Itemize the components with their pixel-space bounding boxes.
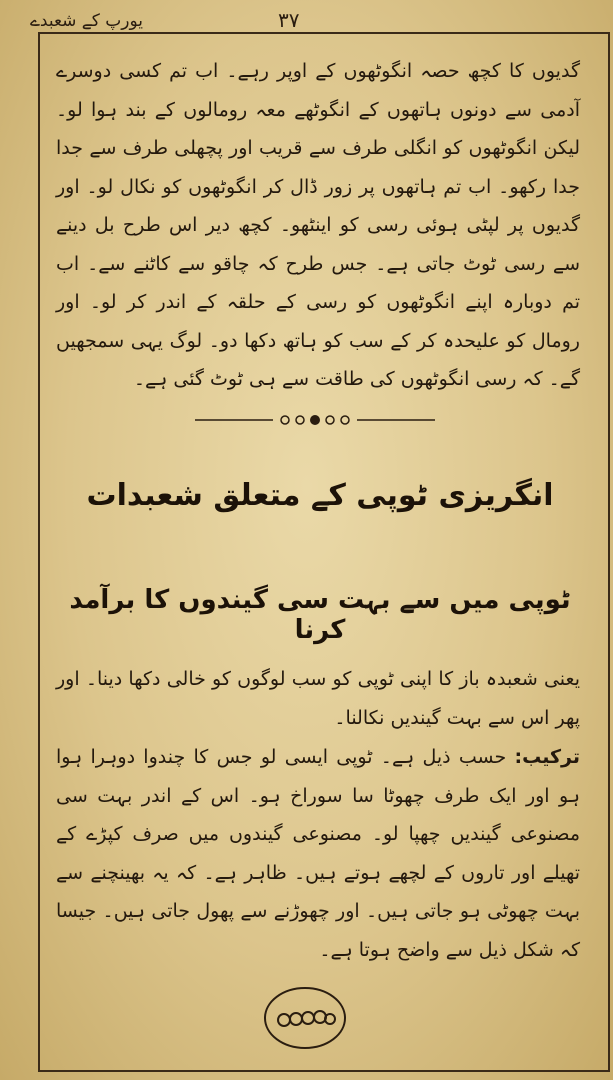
subheading: ٹوپی میں سے بہت سی گیندوں کا برآمد کرنا xyxy=(69,585,571,645)
running-title: یورپ کے شعبدے xyxy=(29,11,143,31)
method-text: حسب ذیل ہے۔ ٹوپی ایسی لو جس کا چندوا دوہرا ہوا ہو اور ایک طرف چھوٹا سا سوراخ ہو۔ اس کے اندر بہت سی مصنوعی گیندیں چھپا لو۔ مصنوعی گیندوں میں صرف کپڑے کے تھیلے اور تاروں کے لچھے ہوتے ہیں۔ ظاہر ہے۔ کہ یہ بھینچنے سے بہت چھوٹی ہو جاتی ہیں۔ اور چھوڑنے سے پھول جاتی ہیں۔ جیسا کہ شکل ذیل سے واضح ہوتا ہے۔ xyxy=(56,746,580,961)
ball-illustration xyxy=(262,985,348,1051)
intro-paragraph-block xyxy=(56,660,580,737)
top-paragraph-block xyxy=(56,52,580,399)
method-label: ترکیب: xyxy=(514,746,581,768)
top-paragraph: گدیوں کا کچھ حصہ انگوٹھوں کے اوپر رہے۔ اب تم کسی دوسرے آدمی سے دونوں ہاتھوں کے انگوٹھے معہ رومالوں کے بند ہوا لو۔ لیکن انگوٹھوں کو انگلی طرف سے قریب اور پچھلی طرف سے جدا جدا رکھو۔ اب تم ہاتھوں پر زور ڈال کر انگوٹھوں کو نکال لو۔ اور گدیوں پر لپٹی ہوئی رسی کو اینٹھو۔ کچھ دیر اس طرح بل دینے سے رسی ٹوٹ جاتی ہے۔ جس طرح کہ چاقو سے کاٹنے سے۔ اب تم دوبارہ اپنے انگوٹھوں کو رسی کے حلقہ کے اندر کر لو۔ اور رومال کو علیحدہ کر کے سب کو ہاتھ دکھا دو۔ لوگ یہی سمجھیں گے۔ کہ رسی انگوٹھوں کی طاقت سے ہی ٹوٹ گئی ہے۔ xyxy=(56,60,580,390)
running-head xyxy=(0,6,613,34)
method-paragraph xyxy=(56,738,580,969)
method-block xyxy=(56,738,580,969)
ornamental-divider xyxy=(195,408,435,432)
page-number: ۳۷ xyxy=(278,8,300,32)
intro-paragraph: یعنی شعبدہ باز کا اپنی ٹوپی کو سب لوگوں کو خالی دکھا دینا۔ اور پھر اس سے بہت گیندیں نکالنا۔ xyxy=(56,668,580,729)
section-heading: انگریزی ٹوپی کے متعلق شعبدات xyxy=(86,478,554,513)
